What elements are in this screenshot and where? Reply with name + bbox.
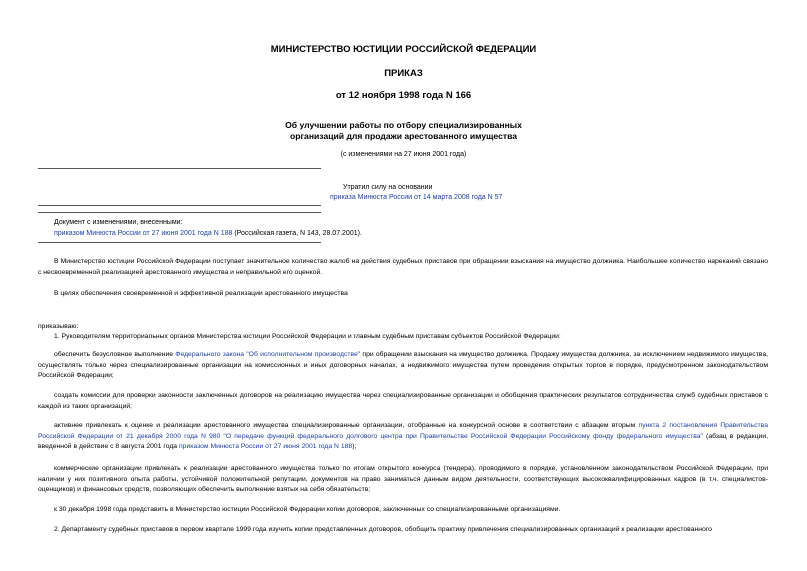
paragraph-complaints: В Министерство юстиции Российской Федерации поступает значительное количество жалоб на действия судебных приставов при обращении взыскания на имущество должника. Наибольшее количество нареканий связано с несвоевременной реализацией арестованного имущества и неправильной его оценкой. <box>38 258 768 276</box>
changes-note: (с изменениями на 27 июня 2001 года) <box>340 151 467 158</box>
doc-changes-label: Документ с изменениями, внесенными: <box>54 219 183 226</box>
federal-law-link[interactable]: Федерального закона "Об исполнительном производстве" <box>175 351 361 358</box>
text-segment: обеспечить безусловное выполнение <box>54 351 176 358</box>
lost-force-link[interactable]: приказа Минюста России от 14 марта 2008 года N 57 <box>330 194 503 201</box>
paragraph-item-2: 2. Департаменту судебных приставов в первом квартале 1999 года изучить копии представленных договоров, обобщить практику привлечения специализированных организаций к реализации арестованного <box>54 526 712 533</box>
paragraph-commercial-orgs: коммерческие организации привлекать к реализации арестованного имущества только по итогам открытого конкурса (тендера), проводимого в порядке, установленном законодательством Российской Федерации, при наличии у них позитивного опыта работы, устойчивой положительной репутации, документов на право заниматься данным видом деятельности, соответствующих высококвалифицированных кадров (в т.ч. специалистов-оценщиков) и финансовых средств, позволяющих обеспечить выполнение взятых на себя обязательств; <box>38 465 768 493</box>
date-number-heading: от 12 ноября 1998 года N 166 <box>335 90 472 101</box>
lost-force-text: Утратил силу на основании <box>343 184 433 191</box>
divider <box>38 205 321 206</box>
divider <box>38 168 321 169</box>
ministry-order-link[interactable]: приказом Минюста России от 27 июня 2001 года N 188 <box>178 443 353 450</box>
lost-force-note <box>330 183 800 203</box>
paragraph-ensure-law <box>38 350 768 382</box>
doc-changes-block <box>54 217 754 239</box>
text-segment: при обращении взыскания на имущество должника. Продажу имущества должника, за исключением недвижимого имущества, осуществлять только через специализированные организации на комиссионных и иных договорных началах, а недвижимого имущества путем проведения открытых торгов в порядке, предусмотренном законодательством Российской Федерации; <box>38 351 769 379</box>
document-title <box>0 120 807 142</box>
text-segment: ); <box>352 443 357 450</box>
title-line-2: организаций для продажи арестованного имущества <box>289 131 518 141</box>
paragraph-item-1: 1. Руководителям территориальных органов Министерства юстиции Российской Федерации и главным судебным приставам субъектов Российской Федерации: <box>54 333 561 340</box>
title-line-1: Об улучшении работы по отбору специализированных <box>285 120 522 130</box>
paragraph-order-word: приказываю: <box>38 323 79 330</box>
text-segment: активнее привлекать к оценке и реализации арестованного имущества специализированные организации, отобранные на конкурсной основе в соответствии с абзацем вторым <box>54 422 639 429</box>
government-decree-link[interactable]: пункта 2 постановления Правительства Российской Федерации от 21 декабря 2000 года N 980 "О передаче функций федерального долгового центра при Правительстве Российской Федерации Российскому фонду федерального имущества" <box>38 422 768 440</box>
paragraph-purpose: В целях обеспечения своевременной и эффективной реализации арестованного имущества <box>54 290 348 297</box>
doc-changes-link[interactable]: приказом Минюста России от 27 июня 2001 года N 188 <box>54 230 233 237</box>
divider <box>38 212 321 213</box>
paragraph-commissions: создать комиссии для проверки законности заключенных договоров на реализацию имущества через специализированные организации и обобщения практических результатов сотрудничества служб судебных приставов с каждой из таких организаций; <box>38 392 768 410</box>
paragraph-deadline: к 30 декабря 1998 года представить в Министерство юстиции Российской Федерации копии договоров, заключенных со специализированными организациями. <box>54 506 561 513</box>
paragraph-engage-orgs <box>38 421 768 453</box>
doc-type-heading: ПРИКАЗ <box>384 68 423 79</box>
text-segment: (абзац в редакции, введенной в действие с 8 августа 2001 года <box>38 432 768 450</box>
doc-changes-suffix: (Российская газета, N 143, 28.07.2001). <box>232 230 362 237</box>
ministry-heading: МИНИСТЕРСТВО ЮСТИЦИИ РОССИЙСКОЙ ФЕДЕРАЦИИ <box>270 44 537 55</box>
divider <box>38 242 321 243</box>
